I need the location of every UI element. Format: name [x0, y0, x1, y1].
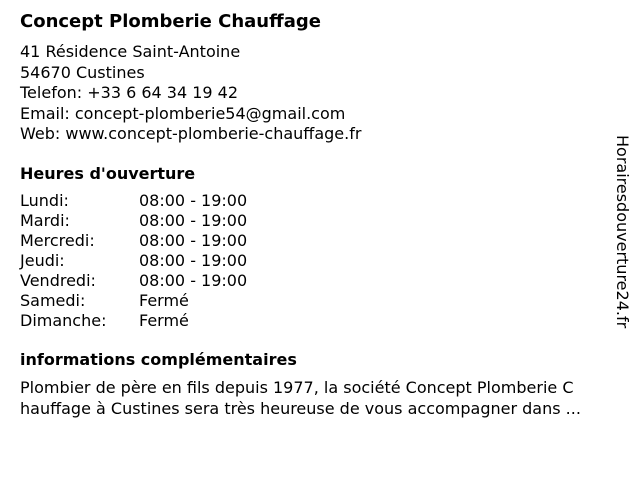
address-line-1: 41 Résidence Saint-Antoine: [20, 42, 241, 61]
info-description-line-1: Plombier de père en fils depuis 1977, la société Concept Plomberie C: [20, 377, 574, 397]
hours-value: 08:00 - 19:00: [139, 250, 248, 270]
address-line-2: 54670 Custines: [20, 62, 145, 82]
hours-row-monday: [20, 191, 632, 211]
hours-row-wednesday: [20, 231, 632, 251]
hours-value: 08:00 - 19:00: [139, 190, 248, 210]
day-label: Jeudi:: [20, 250, 65, 270]
hours-value: Fermé: [139, 310, 189, 330]
hours-value: 08:00 - 19:00: [139, 230, 248, 250]
hours-row-thursday: [20, 251, 632, 271]
hours-row-friday: [20, 271, 632, 291]
phone-line: Telefon: +33 6 64 34 19 42: [20, 83, 239, 102]
day-label: Lundi:: [20, 190, 69, 210]
hours-row-saturday: [20, 291, 632, 311]
day-label: Dimanche:: [20, 310, 107, 330]
web-line: Web: www.concept-plomberie-chauffage.fr: [20, 124, 362, 143]
site-watermark: Horairesdouverture24.fr: [613, 135, 632, 329]
hours-row-tuesday: [20, 211, 632, 231]
hours-value: 08:00 - 19:00: [139, 270, 248, 290]
hours-value: 08:00 - 19:00: [139, 210, 248, 230]
info-description-line-2: hauffage à Custines sera très heureuse de vous accompagner dans ...: [20, 398, 581, 418]
hours-table: [20, 191, 632, 331]
business-card: [20, 10, 632, 419]
info-heading: informations complémentaires: [20, 349, 297, 369]
hours-row-sunday: [20, 311, 632, 331]
day-label: Mardi:: [20, 210, 70, 230]
business-name: Concept Plomberie Chauffage: [20, 11, 321, 32]
email-line: Email: concept-plomberie54@gmail.com: [20, 103, 346, 123]
info-description: [20, 377, 632, 419]
day-label: Samedi:: [20, 290, 86, 310]
hours-heading: Heures d'ouverture: [20, 163, 196, 183]
hours-value: Fermé: [139, 290, 189, 310]
day-label: Mercredi:: [20, 230, 95, 250]
day-label: Vendredi:: [20, 270, 96, 290]
